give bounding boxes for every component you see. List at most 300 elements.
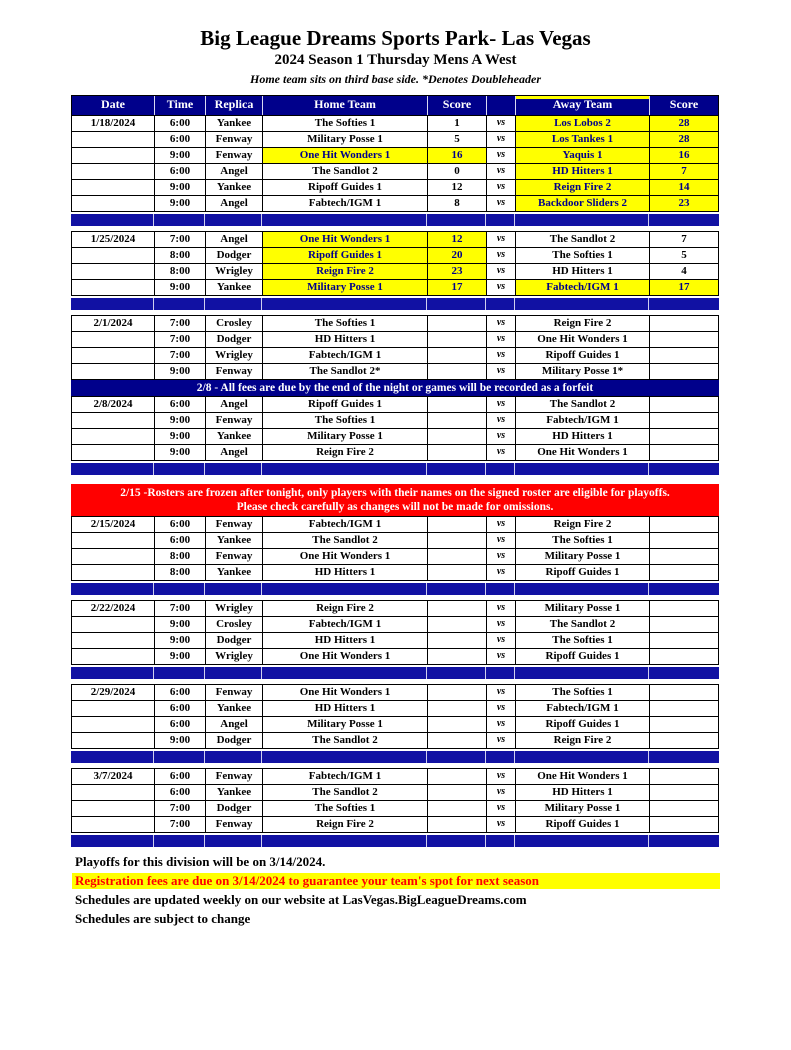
schedule-row <box>72 632 718 648</box>
replica-cell: Fenway <box>206 132 263 147</box>
schedule-row <box>72 232 718 247</box>
away-score-cell <box>650 332 718 347</box>
separator-cell <box>486 463 515 475</box>
replica-cell: Yankee <box>206 180 263 195</box>
separator-cell <box>205 463 262 475</box>
header-home-score: Score <box>428 96 487 115</box>
home-score-cell <box>428 397 487 412</box>
vs-label: vs <box>487 132 516 147</box>
separator-cell <box>486 583 515 595</box>
away-score-cell <box>650 733 718 748</box>
separator-cell <box>649 751 717 763</box>
home-team-note: Home team sits on third base side. *Denotes Doubleheader <box>250 72 541 86</box>
date-cell <box>72 132 155 147</box>
time-cell: 8:00 <box>155 565 206 580</box>
away-team-cell: Reign Fire 2 <box>516 733 650 748</box>
separator-cell <box>515 583 649 595</box>
home-team-cell: One Hit Wonders 1 <box>263 685 428 700</box>
home-score-cell <box>428 817 487 832</box>
subject-to-change-note: Schedules are subject to change <box>75 911 251 926</box>
time-cell: 9:00 <box>155 733 206 748</box>
vs-label: vs <box>487 164 516 179</box>
replica-cell: Yankee <box>206 533 263 548</box>
schedule-row <box>72 347 718 363</box>
away-score-cell <box>650 617 718 632</box>
date-cell <box>72 717 155 732</box>
vs-label: vs <box>487 733 516 748</box>
registration-note: Registration fees are due on 3/14/2024 to guarantee your team's spot for next season <box>72 873 720 889</box>
home-team-cell: HD Hitters 1 <box>263 701 428 716</box>
separator-cell <box>71 298 154 310</box>
schedule-row <box>72 131 718 147</box>
separator-cell <box>427 835 486 847</box>
home-team-cell: Military Posse 1 <box>263 132 428 147</box>
home-score-cell <box>428 517 487 532</box>
page-title: Big League Dreams Sports Park- Las Vegas <box>200 26 591 50</box>
home-team-cell: Fabtech/IGM 1 <box>263 769 428 784</box>
home-team-cell: Fabtech/IGM 1 <box>263 617 428 632</box>
home-team-cell: The Softies 1 <box>263 316 428 331</box>
home-score-cell: 12 <box>428 180 487 195</box>
fees-note-row: 2/8 - All fees are due by the end of the night or games will be recorded as a forfeit <box>71 380 719 396</box>
vs-label: vs <box>487 565 516 580</box>
date-cell <box>72 445 155 460</box>
header-date: Date <box>72 96 155 115</box>
website-note: Schedules are updated weekly on our website at LasVegas.BigLeagueDreams.com <box>75 892 527 907</box>
home-team-cell: Reign Fire 2 <box>263 601 428 616</box>
time-cell: 7:00 <box>155 601 206 616</box>
separator-cell <box>154 751 205 763</box>
home-team-cell: One Hit Wonders 1 <box>263 649 428 664</box>
separator-cell <box>262 583 427 595</box>
separator-cell <box>649 667 717 679</box>
separator-cell <box>649 835 717 847</box>
separator-cell <box>262 751 427 763</box>
replica-cell: Wrigley <box>206 348 263 363</box>
time-cell: 9:00 <box>155 196 206 211</box>
time-cell: 9:00 <box>155 429 206 444</box>
separator-row <box>71 583 719 595</box>
date-block <box>71 684 719 749</box>
date-cell: 2/15/2024 <box>72 517 155 532</box>
date-block <box>71 115 719 212</box>
schedule-row <box>72 444 718 460</box>
separator-row <box>71 835 719 847</box>
separator-cell <box>486 667 515 679</box>
time-cell: 7:00 <box>155 817 206 832</box>
time-cell: 9:00 <box>155 617 206 632</box>
home-team-cell: Military Posse 1 <box>263 717 428 732</box>
away-team-cell: Fabtech/IGM 1 <box>516 701 650 716</box>
home-team-cell: Fabtech/IGM 1 <box>263 348 428 363</box>
separator-cell <box>71 583 154 595</box>
date-cell <box>72 633 155 648</box>
separator-cell <box>154 667 205 679</box>
vs-label: vs <box>487 148 516 163</box>
separator-row <box>71 463 719 475</box>
home-team-cell: The Sandlot 2 <box>263 164 428 179</box>
page-subtitle: 2024 Season 1 Thursday Mens A West <box>274 52 517 68</box>
home-team-cell: Ripoff Guides 1 <box>263 248 428 263</box>
replica-cell: Crosley <box>206 316 263 331</box>
banner-line: 2/15 -Rosters are frozen after tonight, only players with their names on the signed roster are eligible for playoffs. <box>120 487 670 499</box>
away-team-cell: HD Hitters 1 <box>516 264 650 279</box>
replica-cell: Fenway <box>206 549 263 564</box>
away-team-cell: Ripoff Guides 1 <box>516 348 650 363</box>
replica-cell: Yankee <box>206 785 263 800</box>
vs-label: vs <box>487 601 516 616</box>
away-score-cell: 4 <box>681 265 687 277</box>
separator-cell <box>154 214 205 226</box>
home-score-cell <box>428 801 487 816</box>
home-team-cell: Ripoff Guides 1 <box>263 180 428 195</box>
home-score-cell: 23 <box>428 264 487 279</box>
header-vs <box>487 96 516 115</box>
vs-label: vs <box>487 685 516 700</box>
date-cell <box>72 565 155 580</box>
separator-cell <box>205 214 262 226</box>
playoffs-note: Playoffs for this division will be on 3/14/2024. <box>75 854 326 869</box>
away-team-cell: Ripoff Guides 1 <box>516 649 650 664</box>
away-score-cell <box>650 549 718 564</box>
time-cell: 9:00 <box>155 180 206 195</box>
away-team-cell: Backdoor Sliders 2 <box>516 196 650 211</box>
separator-cell <box>205 298 262 310</box>
vs-label: vs <box>487 533 516 548</box>
home-team-cell: The Sandlot 2 <box>263 533 428 548</box>
away-team-cell: Military Posse 1 <box>516 801 650 816</box>
separator-cell <box>205 667 262 679</box>
away-team-cell: The Sandlot 2 <box>516 397 650 412</box>
separator-row <box>71 751 719 763</box>
date-cell <box>72 264 155 279</box>
schedule-row <box>72 428 718 444</box>
separator-cell <box>154 835 205 847</box>
separator-cell <box>515 298 649 310</box>
header-replica: Replica <box>206 96 263 115</box>
separator-cell <box>154 463 205 475</box>
replica-cell: Yankee <box>206 565 263 580</box>
date-cell <box>72 533 155 548</box>
away-team-cell: Fabtech/IGM 1 <box>516 413 650 428</box>
home-score-cell: 1 <box>428 116 487 131</box>
vs-label: vs <box>487 248 516 263</box>
vs-label: vs <box>487 316 516 331</box>
vs-label: vs <box>487 429 516 444</box>
date-cell <box>72 701 155 716</box>
replica-cell: Angel <box>206 232 263 247</box>
schedule-row <box>72 769 718 784</box>
away-score-cell: 7 <box>650 164 718 179</box>
home-team-cell: HD Hitters 1 <box>263 565 428 580</box>
replica-cell: Angel <box>206 164 263 179</box>
vs-label: vs <box>487 397 516 412</box>
schedule-row <box>72 147 718 163</box>
separator-cell <box>515 214 649 226</box>
away-score-cell <box>650 364 718 379</box>
separator-cell <box>649 214 717 226</box>
away-team-cell: Ripoff Guides 1 <box>516 565 650 580</box>
away-score-cell: 5 <box>681 249 687 261</box>
home-team-cell: HD Hitters 1 <box>263 332 428 347</box>
vs-label: vs <box>487 280 516 295</box>
replica-cell: Angel <box>206 717 263 732</box>
replica-cell: Fenway <box>206 413 263 428</box>
schedule-row <box>72 700 718 716</box>
replica-cell: Dodger <box>206 248 263 263</box>
home-team-cell: Military Posse 1 <box>263 429 428 444</box>
separator-cell <box>71 835 154 847</box>
separator-row <box>71 667 719 679</box>
home-team-cell: Fabtech/IGM 1 <box>263 196 428 211</box>
time-cell: 7:00 <box>155 332 206 347</box>
away-team-cell: Ripoff Guides 1 <box>516 717 650 732</box>
separator-cell <box>154 583 205 595</box>
separator-cell <box>486 835 515 847</box>
home-score-cell <box>428 685 487 700</box>
vs-label: vs <box>487 785 516 800</box>
away-team-cell: Reign Fire 2 <box>516 316 650 331</box>
home-score-cell <box>428 769 487 784</box>
separator-cell <box>427 298 486 310</box>
home-score-cell: 0 <box>428 164 487 179</box>
date-cell: 2/29/2024 <box>72 685 155 700</box>
separator-cell <box>649 583 717 595</box>
time-cell: 7:00 <box>155 316 206 331</box>
replica-cell: Yankee <box>206 116 263 131</box>
separator-cell <box>486 751 515 763</box>
table-header-row <box>71 95 719 116</box>
schedule-row <box>72 247 718 263</box>
replica-cell: Yankee <box>206 701 263 716</box>
away-team-cell: The Softies 1 <box>516 633 650 648</box>
date-cell <box>72 413 155 428</box>
replica-cell: Fenway <box>206 364 263 379</box>
away-score-cell <box>650 429 718 444</box>
vs-label: vs <box>487 364 516 379</box>
home-team-cell: Ripoff Guides 1 <box>263 397 428 412</box>
date-cell <box>72 196 155 211</box>
time-cell: 7:00 <box>155 348 206 363</box>
time-cell: 6:00 <box>155 116 206 131</box>
separator-cell <box>486 214 515 226</box>
separator-cell <box>205 835 262 847</box>
date-cell: 1/18/2024 <box>72 116 155 131</box>
time-cell: 9:00 <box>155 633 206 648</box>
date-block <box>71 516 719 581</box>
time-cell: 9:00 <box>155 413 206 428</box>
home-team-cell: The Sandlot 2* <box>263 364 428 379</box>
time-cell: 6:00 <box>155 685 206 700</box>
home-score-cell <box>428 617 487 632</box>
away-team-cell: The Sandlot 2 <box>516 232 650 247</box>
vs-label: vs <box>487 517 516 532</box>
date-block <box>71 396 719 461</box>
footer-notes <box>72 854 791 927</box>
time-cell: 6:00 <box>155 517 206 532</box>
schedule-row <box>72 548 718 564</box>
date-block <box>71 315 719 380</box>
away-score-cell: 14 <box>650 180 718 195</box>
away-score-cell: 16 <box>650 148 718 163</box>
home-score-cell <box>428 413 487 428</box>
separator-cell <box>515 463 649 475</box>
home-score-cell <box>428 601 487 616</box>
time-cell: 7:00 <box>155 801 206 816</box>
header-time: Time <box>155 96 206 115</box>
separator-cell <box>515 751 649 763</box>
away-score-cell <box>650 785 718 800</box>
date-block <box>71 600 719 665</box>
replica-cell: Crosley <box>206 617 263 632</box>
date-cell <box>72 817 155 832</box>
home-score-cell <box>428 533 487 548</box>
away-team-cell: HD Hitters 1 <box>516 429 650 444</box>
away-team-cell: HD Hitters 1 <box>516 164 650 179</box>
time-cell: 6:00 <box>155 769 206 784</box>
replica-cell: Wrigley <box>206 649 263 664</box>
replica-cell: Fenway <box>206 517 263 532</box>
banner-line: Please check carefully as changes will not be made for omissions. <box>236 501 554 513</box>
replica-cell: Wrigley <box>206 264 263 279</box>
home-score-cell <box>428 733 487 748</box>
home-score-cell <box>428 717 487 732</box>
vs-label: vs <box>487 769 516 784</box>
separator-row <box>71 214 719 226</box>
separator-cell <box>649 298 717 310</box>
away-score-cell <box>650 533 718 548</box>
away-score-cell: 28 <box>650 116 718 131</box>
schedule-row <box>72 263 718 279</box>
time-cell: 9:00 <box>155 649 206 664</box>
away-score-cell <box>650 817 718 832</box>
away-team-cell: Reign Fire 2 <box>516 180 650 195</box>
schedule-row <box>72 685 718 700</box>
away-score-cell <box>650 316 718 331</box>
date-cell: 3/7/2024 <box>72 769 155 784</box>
vs-label: vs <box>487 413 516 428</box>
time-cell: 6:00 <box>155 701 206 716</box>
date-cell <box>72 429 155 444</box>
away-score-cell <box>650 701 718 716</box>
date-cell <box>72 733 155 748</box>
away-team-cell: The Softies 1 <box>516 685 650 700</box>
home-score-cell <box>428 332 487 347</box>
home-score-cell: 5 <box>428 132 487 147</box>
date-cell <box>72 364 155 379</box>
away-team-cell: One Hit Wonders 1 <box>516 769 650 784</box>
away-score-cell: 7 <box>681 233 687 245</box>
date-cell <box>72 332 155 347</box>
away-score-cell <box>650 649 718 664</box>
vs-label: vs <box>487 196 516 211</box>
away-score-cell <box>650 801 718 816</box>
vs-label: vs <box>487 180 516 195</box>
home-team-cell: Fabtech/IGM 1 <box>263 517 428 532</box>
replica-cell: Dodger <box>206 801 263 816</box>
away-score-cell: 17 <box>650 280 718 295</box>
schedule-row <box>72 564 718 580</box>
vs-label: vs <box>487 116 516 131</box>
separator-cell <box>262 835 427 847</box>
away-score-cell <box>650 517 718 532</box>
vs-label: vs <box>487 445 516 460</box>
date-cell <box>72 348 155 363</box>
replica-cell: Dodger <box>206 332 263 347</box>
home-score-cell <box>428 701 487 716</box>
time-cell: 9:00 <box>155 148 206 163</box>
home-score-cell: 17 <box>428 280 487 295</box>
replica-cell: Angel <box>206 397 263 412</box>
date-block <box>71 231 719 296</box>
separator-cell <box>262 667 427 679</box>
schedule-row <box>72 716 718 732</box>
home-team-cell: The Softies 1 <box>263 116 428 131</box>
separator-cell <box>427 667 486 679</box>
separator-cell <box>71 214 154 226</box>
separator-cell <box>649 463 717 475</box>
date-cell <box>72 164 155 179</box>
home-score-cell: 20 <box>428 248 487 263</box>
separator-cell <box>427 583 486 595</box>
replica-cell: Dodger <box>206 733 263 748</box>
schedule-row <box>72 116 718 131</box>
replica-cell: Yankee <box>206 429 263 444</box>
vs-label: vs <box>487 617 516 632</box>
home-team-cell: One Hit Wonders 1 <box>263 232 428 247</box>
date-block <box>71 768 719 833</box>
home-score-cell <box>428 633 487 648</box>
away-score-cell <box>650 685 718 700</box>
home-team-cell: Reign Fire 2 <box>263 445 428 460</box>
separator-cell <box>486 298 515 310</box>
home-score-cell <box>428 316 487 331</box>
vs-label: vs <box>487 633 516 648</box>
away-team-cell: Military Posse 1 <box>516 601 650 616</box>
replica-cell: Wrigley <box>206 601 263 616</box>
separator-cell <box>71 463 154 475</box>
date-cell <box>72 801 155 816</box>
away-team-cell: The Softies 1 <box>516 533 650 548</box>
time-cell: 8:00 <box>155 264 206 279</box>
home-team-cell: Military Posse 1 <box>263 280 428 295</box>
away-score-cell <box>650 769 718 784</box>
date-cell: 2/1/2024 <box>72 316 155 331</box>
time-cell: 9:00 <box>155 280 206 295</box>
separator-cell <box>262 214 427 226</box>
vs-label: vs <box>487 332 516 347</box>
home-score-cell: 8 <box>428 196 487 211</box>
separator-cell <box>205 751 262 763</box>
separator-cell <box>71 751 154 763</box>
schedule-row <box>72 279 718 295</box>
header-away-team: Away Team <box>516 96 650 115</box>
away-team-cell: Los Lobos 2 <box>516 116 650 131</box>
away-score-cell <box>650 601 718 616</box>
vs-label: vs <box>487 817 516 832</box>
away-score-cell <box>650 565 718 580</box>
date-cell <box>72 248 155 263</box>
time-cell: 6:00 <box>155 717 206 732</box>
vs-label: vs <box>487 264 516 279</box>
separator-cell <box>427 751 486 763</box>
home-score-cell <box>428 445 487 460</box>
separator-cell <box>262 298 427 310</box>
away-team-cell: Ripoff Guides 1 <box>516 817 650 832</box>
home-team-cell: The Softies 1 <box>263 413 428 428</box>
date-cell <box>72 617 155 632</box>
time-cell: 6:00 <box>155 132 206 147</box>
